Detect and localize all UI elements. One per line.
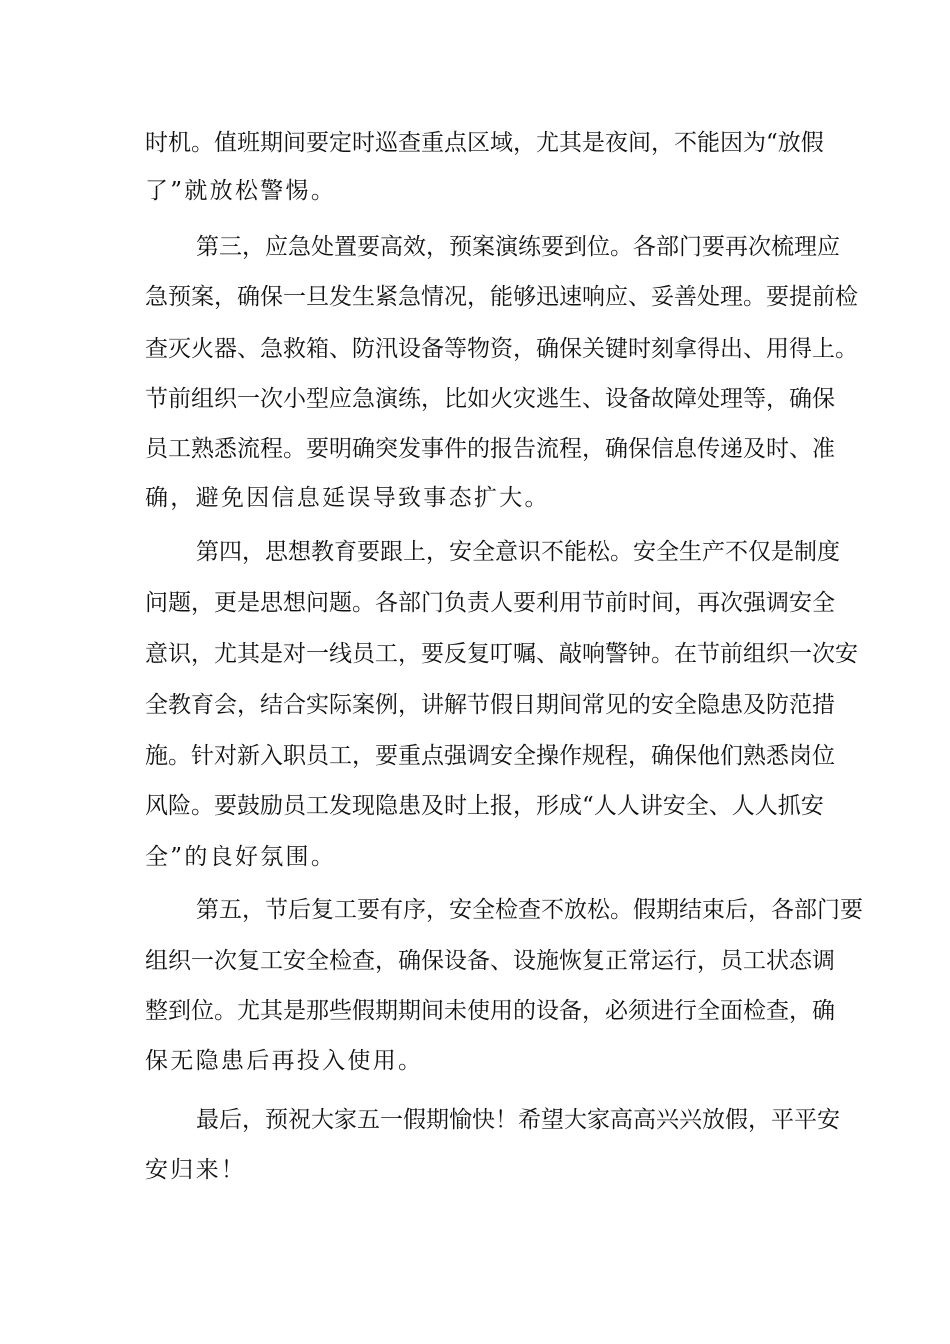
text-line: 急预案，确保一旦发生紧急情况，能够迅速响应、妥善处理。要提前检: [145, 284, 858, 310]
text-line: 查灭火器、急救箱、防汛设备等物资，确保关键时刻拿得出、用得上。: [145, 336, 858, 362]
text-line: 整到位。尤其是那些假期期间未使用的设备，必须进行全面检查，确: [145, 998, 835, 1024]
text-line: 节前组织一次小型应急演练，比如火灾逃生、设备故障处理等，确保: [145, 386, 835, 412]
text-line: 施。针对新入职员工，要重点强调安全操作规程，确保他们熟悉岗位: [145, 743, 835, 769]
text-line: 全教育会，结合实际案例，讲解节假日期间常见的安全隐患及防范措: [145, 692, 835, 718]
text-line: 最后，预祝大家五一假期愉快！希望大家高高兴兴放假，平平安: [196, 1107, 840, 1133]
text-line: 安归来！: [145, 1157, 247, 1183]
text-line: 了”就放松警惕。: [145, 178, 337, 204]
text-line: 保无隐患后再投入使用。: [145, 1048, 424, 1074]
text-line: 组织一次复工安全检查，确保设备、设施恢复正常运行，员工状态调: [145, 948, 835, 974]
text-line: 第三，应急处置要高效，预案演练要到位。各部门要再次梳理应: [196, 234, 840, 260]
text-line: 全”的良好氛围。: [145, 844, 337, 870]
text-line: 意识，尤其是对一线员工，要反复叮嘱、敲响警钟。在节前组织一次安: [145, 641, 858, 667]
text-line: 确，避免因信息延误导致事态扩大。: [145, 485, 550, 511]
text-line: 风险。要鼓励员工发现隐患及时上报，形成“人人讲安全、人人抓安: [145, 793, 824, 819]
text-line: 时机。值班期间要定时巡查重点区域，尤其是夜间，不能因为“放假: [145, 130, 824, 156]
text-line: 第五，节后复工要有序，安全检查不放松。假期结束后，各部门要: [196, 897, 863, 923]
text-line: 第四，思想教育要跟上，安全意识不能松。安全生产不仅是制度: [196, 539, 840, 565]
text-line: 员工熟悉流程。要明确突发事件的报告流程，确保信息传递及时、准: [145, 436, 835, 462]
text-line: 问题，更是思想问题。各部门负责人要利用节前时间，再次强调安全: [145, 590, 835, 616]
